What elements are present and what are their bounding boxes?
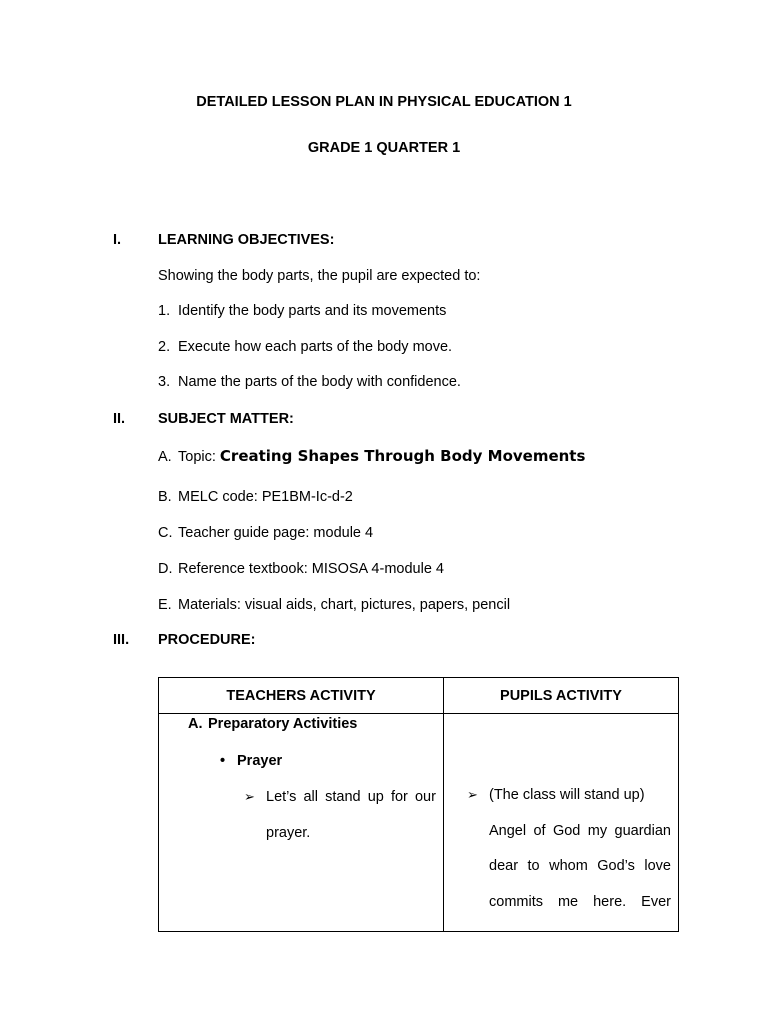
word: guardian <box>614 823 671 839</box>
subject-text: MELC code: PE1BM-Ic-d-2 <box>178 489 353 505</box>
subject-item <box>158 598 510 613</box>
subject-text: Teacher guide page: module 4 <box>178 525 374 541</box>
section-numeral-subject: II. <box>113 411 126 427</box>
subject-letter: B. <box>158 489 172 505</box>
prayer-bullet-item <box>220 754 282 769</box>
word: God <box>552 823 581 839</box>
teacher-instruction <box>244 790 436 805</box>
word: up <box>367 789 384 805</box>
word: me <box>557 894 579 910</box>
topic-label: Topic: <box>178 449 220 465</box>
objective-text: Execute how each parts of the body move. <box>178 339 453 355</box>
table-header-row <box>159 678 679 714</box>
header-pupils-activity: PUPILS ACTIVITY <box>444 678 679 714</box>
pupil-line-2 <box>489 824 671 839</box>
teacher-line-2: prayer. <box>266 825 311 841</box>
preparatory-heading <box>188 717 357 732</box>
objective-number: 2. <box>158 339 171 355</box>
section-heading-subject: SUBJECT MATTER: <box>158 411 294 427</box>
objective-number: 3. <box>158 374 171 390</box>
bullet-icon: • <box>220 753 226 769</box>
pupil-cell <box>444 714 679 932</box>
document-subtitle: GRADE 1 QUARTER 1 <box>307 140 461 156</box>
objective-text: Identify the body parts and its movements <box>178 303 447 319</box>
word: Angel <box>489 823 527 839</box>
pupil-line-3 <box>489 859 671 874</box>
table-row <box>159 714 679 932</box>
subject-topic <box>158 449 585 465</box>
word: stand <box>325 789 361 805</box>
word: our <box>414 789 436 805</box>
word: Let’s <box>266 789 297 805</box>
arrow-bullet-icon: ➢ <box>467 787 478 802</box>
pupil-response <box>467 788 672 803</box>
pupil-line-4 <box>489 895 671 910</box>
teacher-cell <box>159 714 444 932</box>
procedure-table <box>158 677 679 932</box>
objectives-intro: Showing the body parts, the pupil are expected to: <box>158 268 481 284</box>
word: all <box>303 789 318 805</box>
part-title: Preparatory Activities <box>208 716 358 732</box>
subject-letter: D. <box>158 561 173 577</box>
topic-value: Creating Shapes Through Body Movements <box>219 447 586 465</box>
objective-number: 1. <box>158 303 171 319</box>
word: God’s <box>597 858 635 874</box>
objective-item <box>158 304 446 319</box>
word: for <box>390 789 408 805</box>
objective-text: Name the parts of the body with confidence. <box>178 374 461 390</box>
section-heading-procedure: PROCEDURE: <box>158 632 256 648</box>
subject-letter: A. <box>158 449 172 465</box>
section-heading-objectives: LEARNING OBJECTIVES: <box>158 232 335 248</box>
subject-letter: E. <box>158 597 172 613</box>
word: love <box>644 858 671 874</box>
section-numeral-objectives: I. <box>113 232 122 248</box>
word: of <box>533 823 546 839</box>
prayer-label: Prayer <box>237 753 283 769</box>
word: here. <box>593 894 627 910</box>
subject-text: Materials: visual aids, chart, pictures, papers, pencil <box>178 597 511 613</box>
subject-letter: C. <box>158 525 173 541</box>
objective-item <box>158 375 461 390</box>
part-letter: A. <box>188 716 203 732</box>
word: Ever <box>641 894 671 910</box>
section-numeral-procedure: III. <box>113 632 130 648</box>
subject-text: Reference textbook: MISOSA 4-module 4 <box>178 561 444 577</box>
word: to <box>527 858 540 874</box>
subject-item <box>158 562 444 577</box>
word: dear <box>489 858 519 874</box>
teacher-line-1 <box>266 790 436 805</box>
word: whom <box>549 858 588 874</box>
header-teachers-activity: TEACHERS ACTIVITY <box>159 678 444 714</box>
pupil-line-1: (The class will stand up) <box>489 787 645 803</box>
word: commits <box>489 894 543 910</box>
subject-item <box>158 490 353 505</box>
arrow-bullet-icon: ➢ <box>244 789 255 804</box>
objective-item <box>158 340 452 355</box>
word: my <box>587 823 608 839</box>
subject-item <box>158 526 373 541</box>
document-title: DETAILED LESSON PLAN IN PHYSICAL EDUCATION 1 <box>196 94 572 110</box>
